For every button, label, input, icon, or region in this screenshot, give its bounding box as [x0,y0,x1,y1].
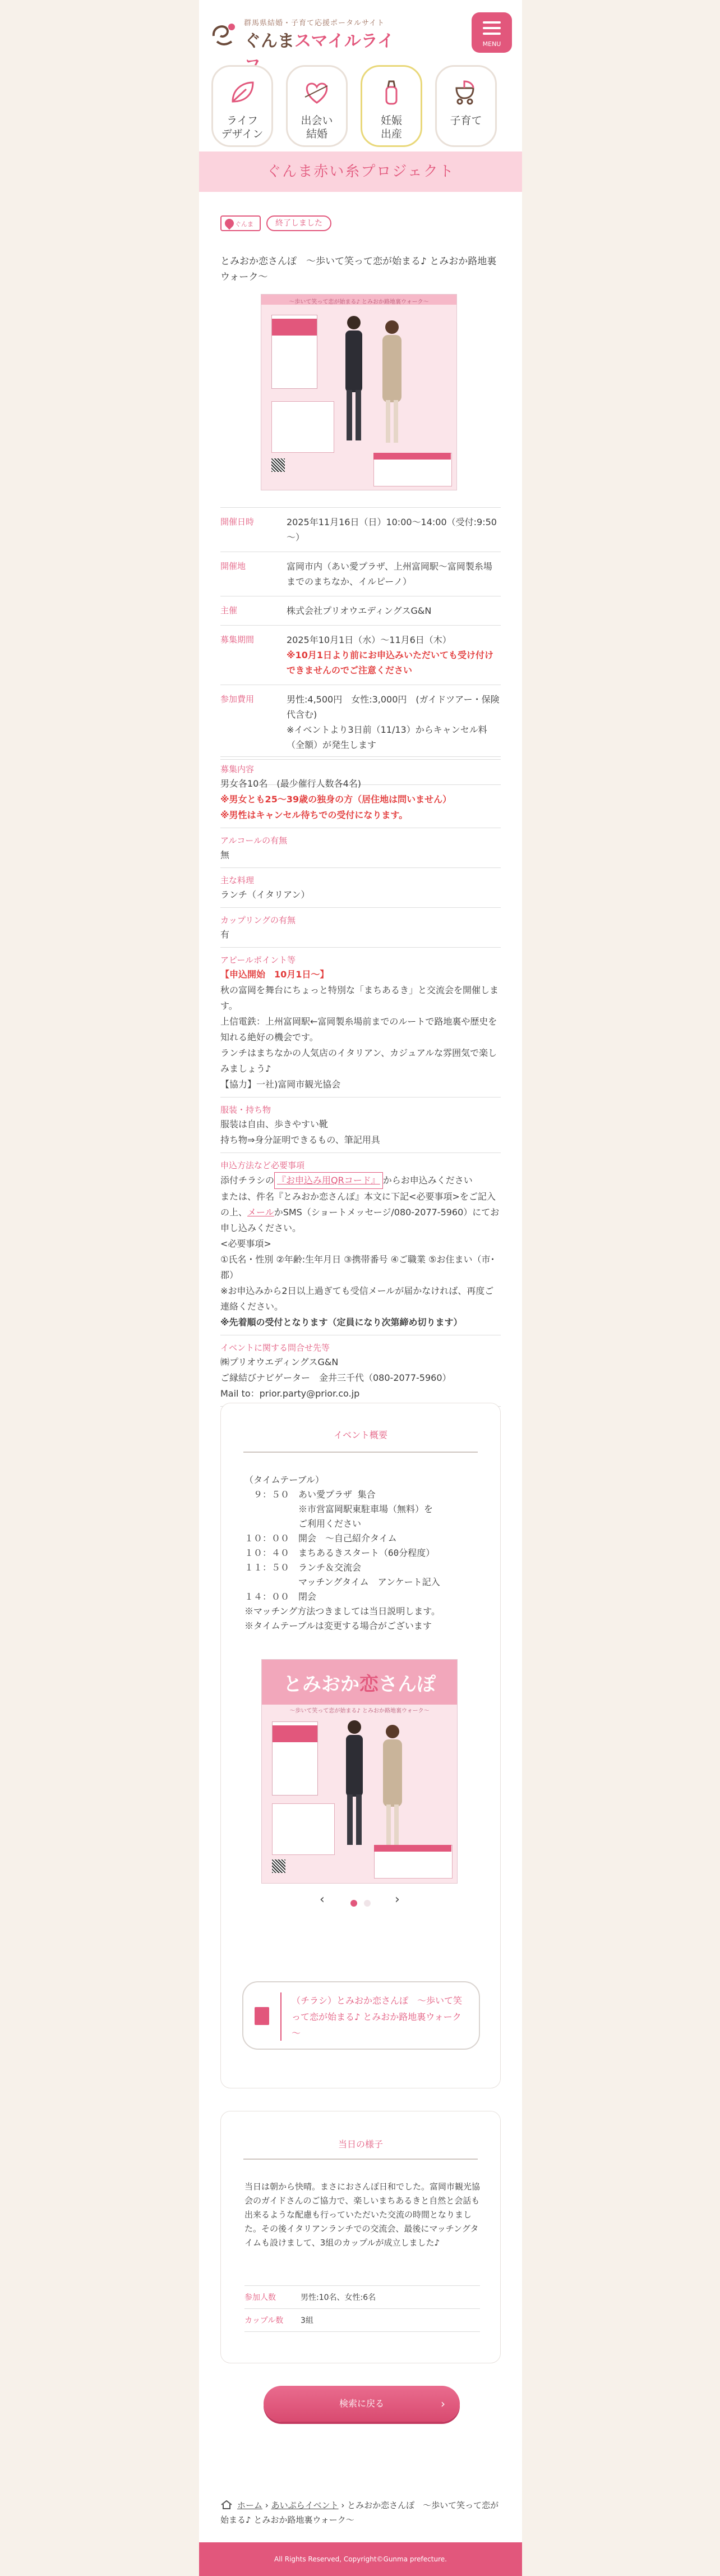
status-badge: 終了しました [266,215,331,231]
heading-divider [243,1452,478,1453]
flyer-date-box [272,1721,318,1796]
detail-matching [220,908,501,948]
appeal-heading: 【申込開始 10月1日～】 [220,969,329,980]
detail-value: 無 [220,850,230,860]
flyer-date-bar [272,319,317,336]
woman-figure-icon [379,316,405,446]
detail-value: ランチ（イタリアン） [220,889,310,900]
timetable-line: １４：００ 閉会 [244,1591,317,1602]
breadcrumb-separator: › [338,2500,348,2510]
carousel-next-button[interactable]: › [395,1893,400,1907]
appeal-text: 上信電鉄：上州富岡駅←富岡製糸場前までのルートで路地裏や歴史を知れる絶好の機会です。 [220,1016,497,1043]
fee-note: ※イベントより3日前（11/13）からキャンセル料（全額）が発生します [287,724,487,750]
event-info-table [220,507,501,785]
timetable-line: ※マッチング方法つきましては当日説明します。 [244,1606,440,1617]
hamburger-icon [483,21,501,24]
flyer-fee-box [272,1803,335,1855]
stat-row-couples [244,2309,480,2332]
stat-label: カップル数 [244,2316,284,2325]
detail-apply [220,1153,501,1335]
detail-value [220,776,501,823]
flyer-subtitle: ～歩いて笑って恋が始まる♪ とみおか路地裏ウォーク～ [289,1708,430,1714]
timetable-line: １０：００ 開会 ～自己紹介タイム [244,1533,397,1544]
appeal-text: ランチはまちなかの人気店のイタリアン、カジュアルな雰囲気で楽しみましょう♪ [220,1048,497,1074]
hamburger-icon-bar [483,33,501,35]
timetable-line: ※市営富岡駅東駐車場（無料）を [244,1504,433,1514]
apply-text: ①氏名・性別 ②年齢:生年月日 ③携帯番号 ④ご職業 ⑤お住まい（市･郡） [220,1254,495,1280]
stat-row-participants [244,2286,480,2309]
info-value: 2025年11月16日（日）10:00～14:00（受付:9:50～） [287,517,497,543]
detail-label: 募集内容 [220,764,255,774]
detail-contact [220,1335,501,1407]
site-logo[interactable] [209,12,394,52]
apply-text: <必要事項> [220,1238,271,1249]
info-row-host [220,596,501,626]
info-row-fee [220,685,501,760]
detail-value [220,1354,501,1402]
mail-link[interactable]: メール [247,1207,274,1218]
nav-item-marriage[interactable] [286,65,348,147]
info-value: 株式会社プリオウエディングスG&N [287,605,432,616]
site-footer [199,2542,522,2576]
info-row-period [220,626,501,685]
apply-line [220,1189,501,1236]
info-row-place [220,552,501,596]
detail-alcohol [220,828,501,868]
contact-text: ㈱プリオウエディングスG&N [220,1357,339,1367]
heart-icon [302,77,332,107]
site-header [199,0,522,62]
timetable-line: １１：５０ ランチ＆交流会 [244,1562,362,1573]
info-value [287,626,501,685]
detail-label: カップリングの有無 [220,915,296,925]
breadcrumb [220,2498,501,2527]
nav-item-life-design[interactable] [211,65,273,147]
contact-text: ご縁結びナビゲーター 金井三千代（080-2077-5960） [220,1372,451,1383]
carousel-dots [221,1898,500,1909]
detail-value [220,1117,501,1148]
nav-label: ライフ デザイン [221,114,264,140]
detail-value [220,1172,501,1330]
back-to-search-button[interactable] [264,2386,460,2422]
title-band [199,151,522,192]
qr-code-icon [272,1859,285,1873]
timetable-line: ご利用ください [244,1518,362,1529]
flyer-date-box [271,315,317,389]
qr-code-icon [271,458,285,472]
appeal-text: 【協力】一社)富岡市観光協会 [220,1079,341,1090]
page-title: ぐんま赤い糸プロジェクト [266,163,455,180]
carousel-dot[interactable] [350,1900,357,1907]
stroller-icon [451,77,481,107]
report-heading: 当日の様子 [338,2139,383,2150]
detail-recruit [220,757,501,828]
timetable-line: マッチングタイム アンケート記入 [244,1577,440,1587]
timetable [244,1473,480,1633]
timetable-line: ※タイムテーブルは変更する場合がございます [244,1620,432,1631]
home-icon [220,2500,233,2509]
chevron-right-icon: › [441,2397,445,2410]
bottle-icon [376,77,407,107]
woman-figure-icon [380,1720,405,1851]
stat-value: 3組 [301,2316,313,2325]
info-row-date [220,508,501,552]
info-label: 開催地 [220,561,246,571]
badge-text: ぐんま [235,221,253,228]
site-name: ぐんまスマイルライ [244,31,394,51]
info-label: 参加費用 [220,694,255,704]
flyer-date-bar [273,1725,317,1742]
info-label: 募集期間 [220,635,255,645]
apply-text: または、件名『とみおか恋さんぽ』本文に下記<必要事項>をご記入の上、 [220,1191,496,1218]
timetable-line: （タイムテーブル） [244,1475,324,1485]
detail-label: アピールポイント等 [220,955,296,965]
event-overview-card [220,1403,501,2088]
breadcrumb-home-link[interactable]: ホーム [237,2500,263,2510]
detail-label: 服装・持ち物 [220,1105,271,1115]
recruit-text: 男女各10名 (最少催行人数各4名) [220,778,362,789]
detail-label: アルコールの有無 [220,835,288,846]
apply-text: からお申込みください [382,1175,473,1186]
event-title: とみおか恋さんぽ ～歩いて笑って恋が始まる♪ とみおか路地裏ウォーク～ [220,256,497,283]
page [199,0,522,2576]
period-text: 2025年10月1日（水）～11月6日（木） [287,635,451,645]
breadcrumb-events-link[interactable]: あいぷらイベント [271,2500,339,2510]
flyer-pdf-link[interactable] [242,1981,480,2050]
period-note: ※10月1日より前にお申込みいただいても受け付けできませんのでご注意ください [287,650,493,676]
report-stats [244,2285,480,2332]
report-text: 当日は朝から快晴。まさにおさんぽ日和でした。富岡市観光協会のガイドさんのご協力で、楽しいまちあるきと自然と会話も出来るような配慮も行っていただいた交流の時間となりました。その後イタリアンランチでの交流会、最後にマッチングタイムも設けまして、3組のカップルが成立しました♪ [244,2182,481,2248]
project-logo-badge [220,215,261,231]
flyer-contact-bar [374,1845,451,1852]
carousel-flyer-image[interactable] [261,1659,458,1884]
info-label: 開催日時 [220,517,255,527]
event-details [220,756,501,1431]
qr-code-link[interactable]: 『お申込み用QRコード』 [274,1172,383,1189]
detail-label: 申込方法など必要事項 [220,1160,305,1170]
nav-item-pregnancy[interactable] [361,65,422,147]
fee-text: 男性:4,500円 女性:3,000円 (ガイドツアー・保険代含む) [287,694,500,720]
dress-text: 服装は自由、歩きやすい靴 [220,1119,329,1129]
info-label: 主催 [220,605,238,616]
overview-heading: イベント概要 [333,1430,387,1440]
info-value: 富岡市内（あい愛プラザ、上州富岡駅～富岡製糸場までのまちなか、イルピーノ） [287,561,492,587]
menu-button[interactable] [472,12,512,53]
smile-logo-icon [209,19,238,48]
menu-label: MENU [482,40,501,48]
nav-item-childcare[interactable] [435,65,497,147]
flyer-title: ～歩いて笑って恋が始まる♪ とみおか路地裏ウォーク～ [289,299,429,305]
apply-text: ※先着順の受付となります（定員になり次第締め切ります） [220,1317,463,1328]
heart-icon [223,217,236,230]
nav-label: 子育て [450,114,482,127]
apply-text: ※お申込みから2日以上過ぎても受信メールが届かなければ、再度ご連絡ください。 [220,1285,494,1312]
dress-text: 持ち物⇒身分証明できるもの、筆記用具 [220,1135,380,1145]
copyright: All Rights Reserved, Copyright©Gunma prefecture. [274,2555,447,2563]
pdf-file-icon [255,2007,269,2025]
flyer-fee-box [271,401,334,453]
site-tagline: 群馬県結婚・子育て応援ポータルサイト [244,19,385,27]
detail-value: 有 [220,929,230,940]
recruit-note: ※男女とも25～39歳の独身の方（居住地は問いません） [220,794,452,805]
heading-divider [243,2159,478,2160]
timetable-line: ９：５０ あい愛プラザ 集合 [244,1489,376,1500]
event-flyer-image[interactable] [261,294,457,490]
nav-label: 出会い 結婚 [301,114,333,140]
detail-food [220,868,501,908]
man-figure-icon [340,1716,368,1851]
breadcrumb-current: とみおか恋さんぽ ～歩いて笑って恋が始まる♪ とみおか路地裏ウォーク～ [220,2500,499,2525]
flyer-contact-bar [373,453,451,460]
stat-label: 参加人数 [244,2293,276,2302]
detail-dress [220,1098,501,1153]
apply-text: かSMS（ショートメッセージ/080-2077-5960）にてお申し込みください。 [220,1207,500,1233]
detail-label: イベントに関する問合せ先等 [220,1343,330,1353]
carousel-prev-button[interactable]: ‹ [320,1893,325,1907]
detail-value [220,967,501,1092]
nav-label: 妊娠 出産 [380,114,402,140]
carousel-dot[interactable] [364,1900,371,1907]
event-report-card [220,2111,501,2363]
stat-value: 男性:10名、女性:6名 [301,2293,376,2302]
timetable-line: １０：４０ まちあるきスタート（60分程度） [244,1548,435,1558]
divider [280,1992,281,2041]
leaf-icon [227,77,257,107]
appeal-text: 秋の富岡を舞台にちょっと特別な「まちあるき」と交流会を開催します。 [220,985,499,1011]
man-figure-icon [340,311,368,446]
apply-line [220,1172,501,1189]
pdf-link-label: （チラシ）とみおか恋さんぽ ～歩いて笑って恋が始まる♪ とみおか路地裏ウォーク～ [292,1995,463,2038]
info-value [287,685,501,759]
detail-appeal [220,948,501,1098]
hamburger-icon-bar [483,27,501,29]
button-label: 検索に戻る [339,2398,384,2409]
flyer-headline: とみおか恋さんぽ [283,1673,436,1696]
recruit-note: ※男性はキャンセル待ちでの受付になります。 [220,810,408,820]
apply-text: 添付チラシの [220,1175,275,1186]
breadcrumb-separator: › [262,2500,271,2510]
detail-label: 主な料理 [220,875,255,885]
contact-email: Mail to：prior.party@prior.co.jp [220,1388,360,1399]
category-nav [199,65,522,149]
